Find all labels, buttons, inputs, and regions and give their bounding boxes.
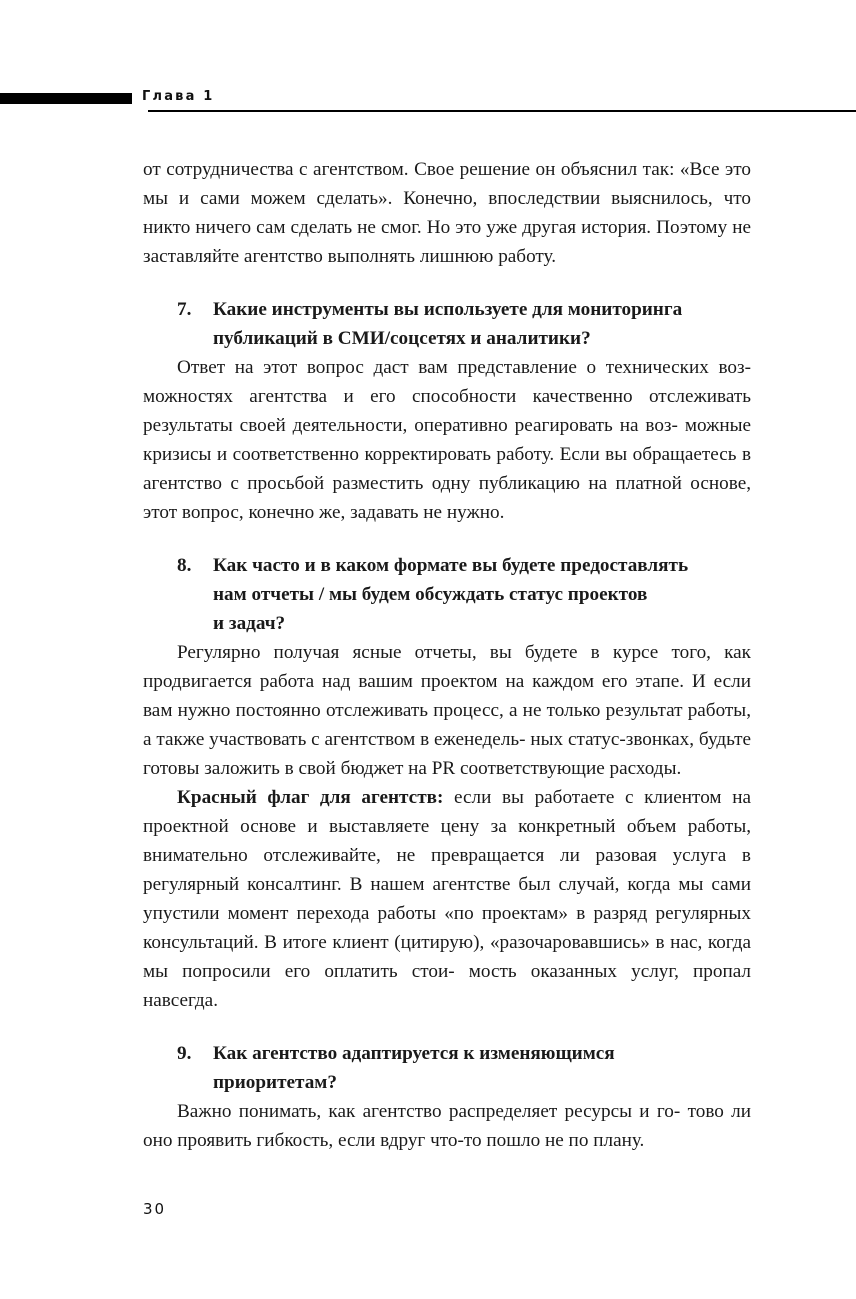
question-9 (143, 1039, 751, 1097)
chapter-header-bar (0, 93, 132, 104)
question-text (213, 1039, 751, 1097)
text-line: Поэтому не заставляйте агентство выполнять лишнюю работу. (143, 217, 751, 267)
text-line: Важно понимать, как агентство распределяет ресурсы и го- (177, 1101, 681, 1122)
text-line: «разочаровавшись» в нас, когда мы попросили его оплатить стои- (143, 932, 752, 982)
question-text (213, 551, 751, 638)
answer-7-paragraph (143, 353, 751, 527)
question-number: 9. (177, 1043, 192, 1064)
question-number: 7. (177, 299, 192, 320)
answer-8-paragraph (143, 638, 751, 783)
text-line: обращаетесь в агентство с просьбой разместить одну публикацию (143, 444, 752, 494)
question-8 (143, 551, 751, 638)
text-line: продвигается работа над вашим проектом на каждом его этапе. (143, 671, 685, 692)
red-flag-paragraph (143, 783, 751, 1015)
text-line: и задач? (213, 613, 286, 634)
text-line: мость оказанных услуг, пропал навсегда. (143, 961, 751, 1011)
text-line: результаты своей деятельности, оперативно реагировать на воз- (143, 415, 678, 436)
text-line: приоритетам? (213, 1072, 337, 1093)
text-line: можностях агентства и его способности качественно отслеживать (143, 386, 751, 407)
text-line: от сотрудничества с агентством. Свое решение он объяснил так: «Все (143, 159, 720, 180)
text-line: услуга в регулярный консалтинг. В нашем агентстве был случай, (143, 845, 751, 895)
text-line: это мы и сами можем сделать». Конечно, впоследствии выяснилось, (143, 159, 752, 209)
header-rule (148, 110, 856, 112)
question-7 (143, 295, 751, 353)
text-line: публикаций в СМИ/соцсетях и аналитики? (213, 328, 591, 349)
page-number: 30 (143, 1200, 167, 1218)
text-line: на проектной основе и выставляете цену за конкретный объем (143, 787, 751, 837)
text-line: если вы работаете с клиентом (443, 787, 722, 808)
question-number: 8. (177, 555, 192, 576)
text-line: результат работы, а также участвовать с агентством в еженедель- (143, 700, 751, 750)
page-body (143, 155, 751, 1155)
text-line: Как часто и в каком формате вы будете предоставлять (213, 555, 689, 576)
chapter-label: Глава 1 (142, 89, 215, 104)
text-line: в разряд регулярных консультаций. В итоге клиент (цитирую), (143, 903, 751, 953)
text-line: Какие инструменты вы используете для мониторинга (213, 299, 683, 320)
text-line: Ответ на этот вопрос даст вам представление о технических воз- (177, 357, 751, 378)
answer-9-paragraph (143, 1097, 751, 1155)
text-line: когда мы сами упустили момент перехода работы «по проектам» (143, 874, 751, 924)
red-flag-label: Красный флаг для агентств: (177, 787, 444, 808)
text-line: что никто ничего сам сделать не смог. Но это уже другая история. (143, 188, 752, 238)
text-line: на платной основе, этот вопрос, конечно же, задавать не нужно. (143, 473, 752, 523)
question-text (213, 295, 751, 353)
text-line: можные кризисы и соответственно корректировать работу. Если вы (143, 415, 752, 465)
text-line: тово ли оно проявить гибкость, если вдруг что-то пошло не по плану. (143, 1101, 752, 1151)
text-line: Как агентство адаптируется к изменяющимся (213, 1043, 615, 1064)
text-line: И если вам нужно постоянно отслеживать процесс, а не только (143, 671, 751, 721)
text-line: работы, внимательно отслеживайте, не превращается ли разовая (143, 816, 752, 866)
text-line: соответствующие расходы. (460, 758, 682, 779)
text-line: ных статус-звонках, будьте готовы заложить в свой бюджет на PR (143, 729, 752, 779)
intro-paragraph (143, 155, 751, 271)
text-line: нам отчеты / мы будем обсуждать статус проектов (213, 584, 648, 605)
text-line: Регулярно получая ясные отчеты, вы будете в курсе того, как (177, 642, 751, 663)
